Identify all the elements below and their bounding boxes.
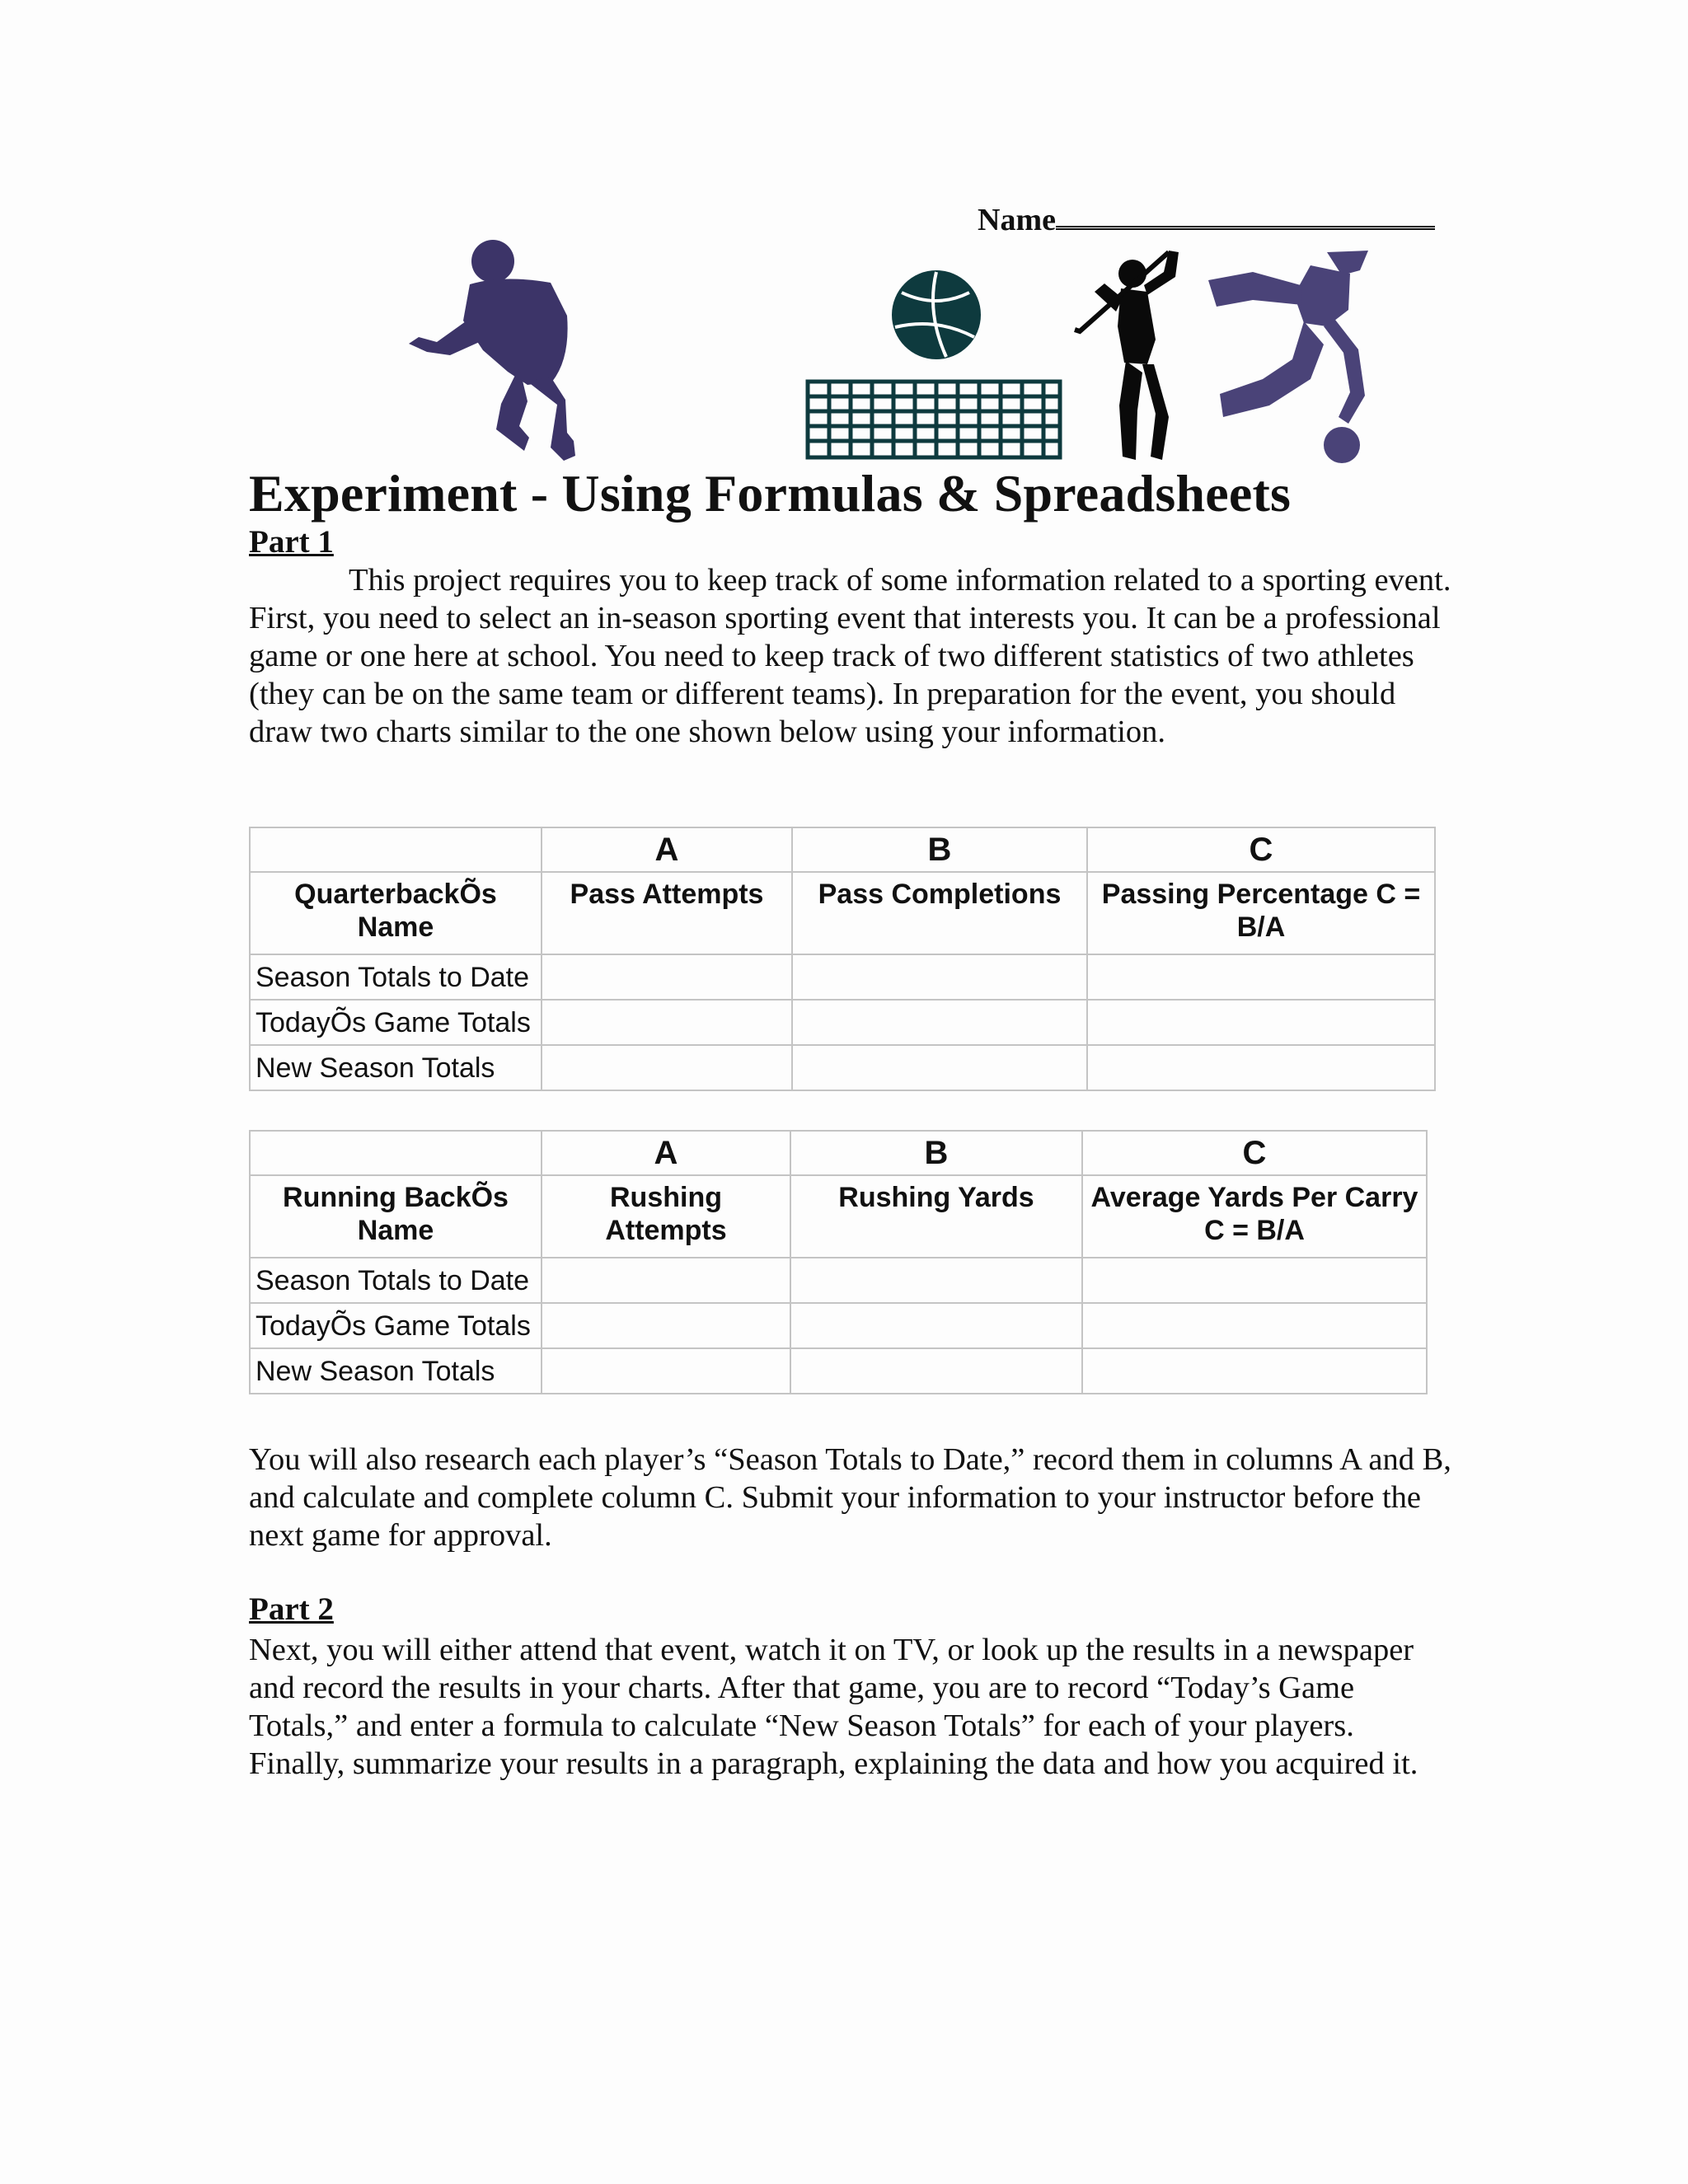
table-row bbox=[250, 1303, 1427, 1348]
header-cell: Rushing Attempts bbox=[542, 1175, 790, 1258]
data-cell[interactable] bbox=[1087, 1045, 1435, 1090]
letter-cell bbox=[250, 827, 542, 872]
row-label: TodayÕs Game Totals bbox=[250, 1303, 542, 1348]
header-cell: Rushing Yards bbox=[790, 1175, 1082, 1258]
table-row bbox=[250, 954, 1435, 1000]
letter-cell: B bbox=[792, 827, 1087, 872]
column-letter-row bbox=[250, 1131, 1427, 1175]
row-label: New Season Totals bbox=[250, 1348, 542, 1394]
header-cell: QuarterbackÕs Name bbox=[250, 872, 542, 954]
page-title: Experiment - Using Formulas & Spreadsheets bbox=[249, 464, 1292, 523]
table-row bbox=[250, 1000, 1435, 1045]
column-letter-row bbox=[250, 827, 1435, 872]
letter-cell: A bbox=[542, 827, 792, 872]
data-cell[interactable] bbox=[790, 1348, 1082, 1394]
data-cell[interactable] bbox=[1082, 1303, 1427, 1348]
row-label: Season Totals to Date bbox=[250, 954, 542, 1000]
letter-cell bbox=[250, 1131, 542, 1175]
header-cell: Pass Completions bbox=[792, 872, 1087, 954]
golfer-icon bbox=[1071, 241, 1195, 462]
data-cell[interactable] bbox=[790, 1258, 1082, 1303]
part1-heading: Part 1 bbox=[249, 524, 334, 560]
data-cell[interactable] bbox=[542, 1348, 790, 1394]
data-cell[interactable] bbox=[1082, 1348, 1427, 1394]
data-cell[interactable] bbox=[542, 954, 792, 1000]
header-cell: Running BackÕs Name bbox=[250, 1175, 542, 1258]
data-cell[interactable] bbox=[1087, 954, 1435, 1000]
part1-paragraph: This project requires you to keep track of some information related to a sporting event. First, you need to select an in-season sporting event that interests you. It can be a professional game or one here at school. You need to keep track of two different statistics of two athletes (they can be on the same team or different teams). In preparation for the event, you should draw two charts similar to the one shown below using your information. bbox=[249, 563, 1451, 749]
letter-cell: C bbox=[1087, 827, 1435, 872]
data-cell[interactable] bbox=[1082, 1258, 1427, 1303]
data-cell[interactable] bbox=[542, 1303, 790, 1348]
header-cell: Passing Percentage C = B/A bbox=[1087, 872, 1435, 954]
table-row bbox=[250, 1258, 1427, 1303]
table-row bbox=[250, 1348, 1427, 1394]
data-cell[interactable] bbox=[542, 1000, 792, 1045]
letter-cell: B bbox=[790, 1131, 1082, 1175]
volleyball-icon bbox=[804, 268, 1064, 462]
data-cell[interactable] bbox=[792, 1045, 1087, 1090]
instructions-paragraph: You will also research each player’s “Season Totals to Date,” record them in columns A and B, and calculate and complete column C. Submit your information to your instructor before the next game for approval. bbox=[249, 1442, 1451, 1553]
header-cell: Pass Attempts bbox=[542, 872, 792, 954]
part2-paragraph: Next, you will either attend that event, watch it on TV, or look up the results in a newspaper and record the results in your charts. After that game, you are to record “Today’s Game Totals,” and enter a formula to calculate “New Season Totals” for each of your players. Finally, summarize your results in a paragraph, explaining the data and how you acquired it. bbox=[249, 1633, 1418, 1781]
header-row bbox=[250, 872, 1435, 954]
letter-cell: C bbox=[1082, 1131, 1427, 1175]
name-field[interactable] bbox=[978, 198, 1435, 238]
row-label: Season Totals to Date bbox=[250, 1258, 542, 1303]
part2-heading: Part 2 bbox=[249, 1591, 334, 1627]
name-blank-line[interactable] bbox=[1056, 198, 1435, 230]
data-cell[interactable] bbox=[542, 1045, 792, 1090]
data-cell[interactable] bbox=[1087, 1000, 1435, 1045]
row-label: New Season Totals bbox=[250, 1045, 542, 1090]
data-cell[interactable] bbox=[790, 1303, 1082, 1348]
data-cell[interactable] bbox=[792, 954, 1087, 1000]
header-row bbox=[250, 1175, 1427, 1258]
soccer-player-icon bbox=[1203, 247, 1375, 463]
football-player-icon bbox=[404, 235, 589, 462]
data-cell[interactable] bbox=[542, 1258, 790, 1303]
quarterback-stats-table bbox=[249, 827, 1436, 1091]
running-back-stats-table bbox=[249, 1130, 1428, 1394]
header-cell: Average Yards Per Carry C = B/A bbox=[1082, 1175, 1427, 1258]
letter-cell: A bbox=[542, 1131, 790, 1175]
name-label: Name bbox=[978, 203, 1056, 237]
data-cell[interactable] bbox=[792, 1000, 1087, 1045]
table-row bbox=[250, 1045, 1435, 1090]
row-label: TodayÕs Game Totals bbox=[250, 1000, 542, 1045]
